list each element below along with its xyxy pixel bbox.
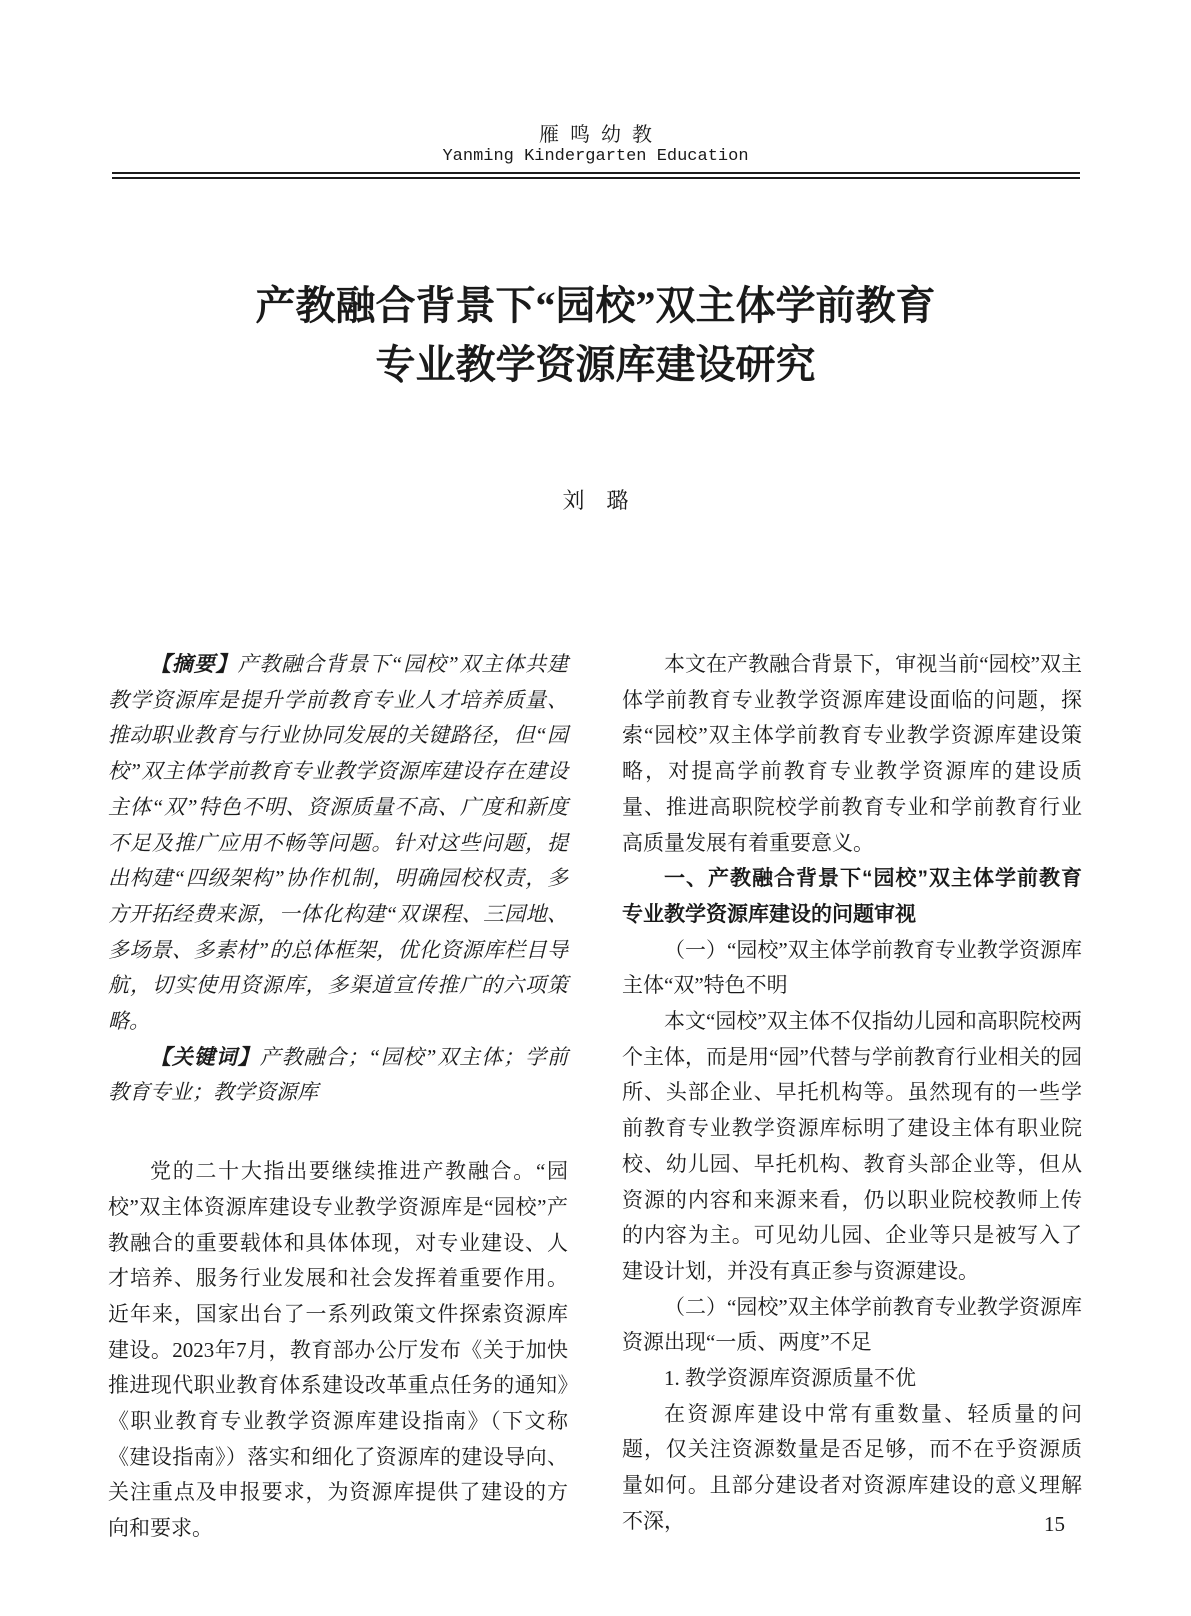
body-paragraph: 本文“园校”双主体不仅指幼儿园和高职院校两个主体，而是用“园”代替与学前教育行业相关的园所、头部企业、早托机构等。虽然现有的一些学前教育专业教学资源库标明了建设主体有职业院校、幼儿园、早托机构、教育头部企业等，但从资源的内容和来源来看，仍以职业院校教师上传的内容为主。可见幼儿园、企业等只是被写入了建设计划，并没有真正参与资源建设。 xyxy=(622,1009,1082,1283)
abstract-paragraph xyxy=(108,647,568,1040)
article-body xyxy=(108,647,1082,1547)
numbered-heading-1: 1. 教学资源库资源质量不优 xyxy=(664,1366,916,1391)
keywords-paragraph xyxy=(108,1040,568,1111)
article-title xyxy=(0,276,1191,394)
article-title-line-2: 专业教学资源库建设研究 xyxy=(375,342,816,387)
body-paragraph: 在资源库建设中常有重数量、轻质量的问题，仅关注资源数量是否足够，而不在乎资源质量如何。且部分建设者对资源库建设的意义理解不深， xyxy=(622,1401,1082,1533)
body-paragraph: 本文在产教融合背景下，审视当前“园校”双主体学前教育专业教学资源库建设面临的问题，探索“园校”双主体学前教育专业教学资源库建设策略，对提高学前教育专业教学资源库的建设质量、推进高职院校学前教育专业和学前教育行业高质量发展有着重要意义。 xyxy=(622,652,1082,855)
journal-name-chinese: 雁鸣幼教 xyxy=(539,124,663,146)
subsection-heading-1-1: （一）“园校”双主体学前教育专业教学资源库主体“双”特色不明 xyxy=(622,937,1082,998)
abstract-label: 【摘要】 xyxy=(150,652,238,676)
keywords-label: 【关键词】 xyxy=(150,1044,260,1069)
right-column xyxy=(622,647,1082,1547)
author-name: 刘 璐 xyxy=(562,488,629,513)
keywords-text: 产教融合；“园校”双主体；学前教育专业；教学资源库 xyxy=(108,1044,569,1105)
abstract-keywords-block xyxy=(108,647,568,1111)
abstract-text: 产教融合背景下“园校”双主体共建教学资源库是提升学前教育专业人才培养质量、推动职业教育与行业协同发展的关键路径，但“园校”双主体学前教育专业教学资源库建设存在建设主体“双”特色不明、资源质量不高、广度和新度不足及推广应用不畅等问题。针对这些问题，提出构建“四级架构”协作机制，明确园校权责，多方开拓经费来源，一体化构建“双课程、三园地、多场景、多素材”的总体框架，优化资源库栏目导航，切实使用资源库，多渠道宣传推广的六项策略。 xyxy=(108,652,569,1034)
page-number: 15 xyxy=(1044,1512,1065,1536)
journal-name-english: Yanming Kindergarten Education xyxy=(442,147,749,166)
subsection-heading-1-2: （二）“园校”双主体学前教育专业教学资源库资源出现“一质、两度”不足 xyxy=(622,1294,1082,1355)
section-heading-1: 一、产教融合背景下“园校”双主体学前教育专业教学资源库建设的问题审视 xyxy=(622,867,1082,926)
left-column xyxy=(108,647,568,1547)
article-title-line-1: 产教融合背景下“园校”双主体学前教育 xyxy=(255,283,936,328)
introduction-paragraph: 党的二十大指出要继续推进产教融合。“园校”双主体资源库建设专业教学资源库是“园校”产教融合的重要载体和具体体现，对专业建设、人才培养、服务行业发展和社会发挥着重要作用。近年来，国家出台了一系列政策文件探索资源库建设。2023年7月，教育部办公厅发布《关于加快推进现代职业教育体系建设改革重点任务的通知》《职业教育专业教学资源库建设指南》（下文称《建设指南》）落实和细化了资源库的建设导向、关注重点及申报要求，为资源库提供了建设的方向和要求。 xyxy=(108,1159,568,1541)
header-divider-rule xyxy=(112,172,1080,179)
